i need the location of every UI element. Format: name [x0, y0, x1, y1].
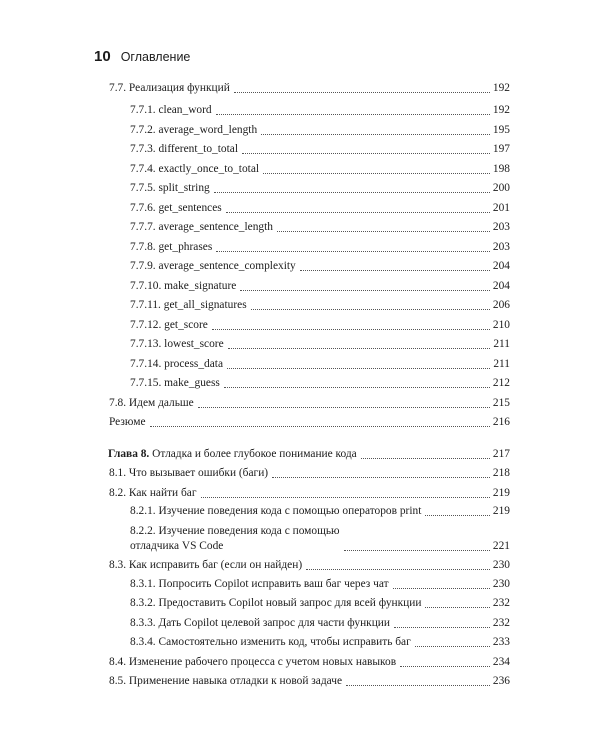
toc-entry [109, 81, 510, 96]
dot-leader [361, 458, 490, 459]
toc-entry [130, 524, 510, 554]
toc-entry-page: 230 [492, 578, 510, 590]
toc-entry [130, 635, 510, 650]
toc-entry-page: 236 [492, 675, 510, 687]
toc-entry [109, 674, 510, 689]
toc-entry-title: 7.7.8. get_phrases [130, 241, 213, 253]
toc-entry [130, 616, 510, 631]
toc-entry [130, 240, 510, 255]
dot-leader [277, 231, 490, 232]
toc-entry-title: 8.2.2. Изучение поведения кода с помощью отладчика VS Code [130, 525, 340, 552]
toc-entry [130, 577, 510, 592]
toc-entry [109, 655, 510, 670]
toc-entry-page: 210 [492, 319, 510, 331]
toc-entry [130, 279, 510, 294]
dot-leader [224, 387, 490, 388]
toc-entry-title: 8.4. Изменение рабочего процесса с учетом новых навыков [109, 656, 397, 668]
toc-entry-title: 8.3.3. Дать Copilot целевой запрос для части функции [130, 617, 390, 629]
toc-entry-title: 7.7.9. average_sentence_complexity [130, 260, 296, 272]
dot-leader [393, 588, 490, 589]
toc-entry-page: 211 [493, 358, 510, 370]
toc-entry-page: 203 [492, 241, 510, 253]
toc-entry-title: 8.2. Как найти баг [109, 487, 197, 499]
dot-leader [228, 348, 491, 349]
toc-entry [130, 123, 510, 138]
dot-leader [234, 92, 490, 93]
toc-entry-page: 219 [492, 487, 510, 499]
toc-entry-title: 7.7. Реализация функций [109, 82, 230, 94]
toc-entry [109, 486, 510, 501]
toc-entry-page: 219 [492, 505, 510, 517]
toc-entry [109, 558, 510, 573]
dot-leader [425, 607, 489, 608]
toc-entry-title: 8.3. Как исправить баг (если он найден) [109, 559, 303, 571]
chapter-title: Отладка и более глубокое понимание кода [149, 448, 357, 460]
toc-entry-title: 8.5. Применение навыка отладки к новой задаче [109, 675, 343, 687]
toc-entry-page: 221 [492, 540, 510, 552]
toc-entry-title: 7.8. Идем дальше [109, 397, 194, 409]
toc-entry [130, 220, 510, 235]
toc-entry-title: 8.1. Что вызывает ошибки (баги) [109, 467, 269, 479]
toc-entry [109, 415, 510, 430]
dot-leader [394, 627, 490, 628]
toc-entry-page: 195 [492, 124, 510, 136]
dot-leader [300, 270, 490, 271]
toc-entry [130, 181, 510, 196]
dot-leader [214, 192, 490, 193]
toc-entry [130, 142, 510, 157]
dot-leader [198, 407, 490, 408]
toc-entry-title: 7.7.11. get_all_signatures [130, 299, 247, 311]
dot-leader [240, 290, 490, 291]
toc-entry [130, 259, 510, 274]
toc-entry-page: 204 [492, 260, 510, 272]
toc-entry-page: 198 [492, 163, 510, 175]
dot-leader [212, 329, 490, 330]
dot-leader [306, 569, 490, 570]
toc-entry [130, 201, 510, 216]
toc-entry-title: Резюме [109, 416, 146, 428]
toc-entry-page: 204 [492, 280, 510, 292]
toc-entry-page: 192 [492, 104, 510, 116]
dot-leader [272, 477, 490, 478]
dot-leader [251, 309, 490, 310]
toc-entry-title: 7.7.4. exactly_once_to_total [130, 163, 260, 175]
toc-entry [130, 596, 510, 611]
toc-entry-page: 218 [492, 467, 510, 479]
toc-entry-page: 216 [492, 416, 510, 428]
dot-leader [201, 497, 490, 498]
toc-chapter-entry [108, 447, 510, 462]
toc-entry-title: 7.7.3. different_to_total [130, 143, 238, 155]
toc-entry [130, 103, 510, 118]
toc-entry-title: 7.7.7. average_sentence_length [130, 221, 273, 233]
chapter-label: Глава 8. [108, 448, 150, 460]
dot-leader [242, 153, 490, 154]
toc-entry-page: 200 [492, 182, 510, 194]
toc-entry-page: 192 [492, 82, 510, 94]
toc-entry-title: 7.7.2. average_word_length [130, 124, 258, 136]
toc-entry-page: 234 [492, 656, 510, 668]
toc-entry-title: 7.7.12. get_score [130, 319, 208, 331]
dot-leader [346, 685, 490, 686]
toc-entry-title: 7.7.1. clean_word [130, 104, 212, 116]
toc-entry-page: 230 [492, 559, 510, 571]
dot-leader [425, 515, 490, 516]
toc-entry-title: 8.3.2. Предоставить Copilot новый запрос для всей функции [130, 597, 422, 609]
dot-leader [415, 646, 490, 647]
dot-leader [216, 251, 490, 252]
toc-entry [109, 396, 510, 411]
toc-entry [130, 504, 510, 519]
toc-entry-title: 7.7.15. make_guess [130, 377, 220, 389]
toc-entry-title: 7.7.13. lowest_score [130, 338, 224, 350]
toc-entry-page: 233 [492, 636, 510, 648]
running-title: Оглавление [120, 50, 191, 64]
toc-entry [130, 318, 510, 333]
toc-entry-title: 7.7.6. get_sentences [130, 202, 222, 214]
toc-entry-page: 217 [492, 448, 510, 460]
toc-entry [130, 162, 510, 177]
toc-entry-title: 7.7.10. make_signature [130, 280, 237, 292]
toc-entry-page: 203 [492, 221, 510, 233]
toc-entry [130, 357, 510, 372]
dot-leader [400, 666, 490, 667]
dot-leader [150, 426, 490, 427]
dot-leader [261, 134, 490, 135]
dot-leader [226, 212, 490, 213]
toc-entry-page: 232 [492, 597, 510, 609]
toc-entry-page: 212 [492, 377, 510, 389]
toc-entry-title: 7.7.5. split_string [130, 182, 210, 194]
toc-entry [130, 337, 510, 352]
toc-entry-page: 201 [492, 202, 510, 214]
page-header [94, 48, 190, 68]
toc-entry [109, 466, 510, 481]
toc-entry [130, 376, 510, 391]
toc-chapter-title [108, 447, 357, 462]
toc-entry-title: 8.3.1. Попросить Copilot исправить ваш баг через чат [130, 578, 389, 590]
toc-entry-title: 7.7.14. process_data [130, 358, 223, 370]
toc-entry-page: 215 [492, 397, 510, 409]
toc-entry-page: 206 [492, 299, 510, 311]
dot-leader [344, 550, 490, 551]
toc-entry-title: 8.3.4. Самостоятельно изменить код, чтобы исправить баг [130, 636, 411, 648]
toc-entry-page: 211 [493, 338, 510, 350]
toc-entry-page: 232 [492, 617, 510, 629]
toc-entry-title: 8.2.1. Изучение поведения кода с помощью операторов print [130, 505, 422, 517]
dot-leader [263, 173, 490, 174]
dot-leader [227, 368, 490, 369]
toc-entry [130, 298, 510, 313]
toc-entry-page: 197 [492, 143, 510, 155]
page-number: 10 [94, 48, 111, 65]
dot-leader [216, 114, 490, 115]
